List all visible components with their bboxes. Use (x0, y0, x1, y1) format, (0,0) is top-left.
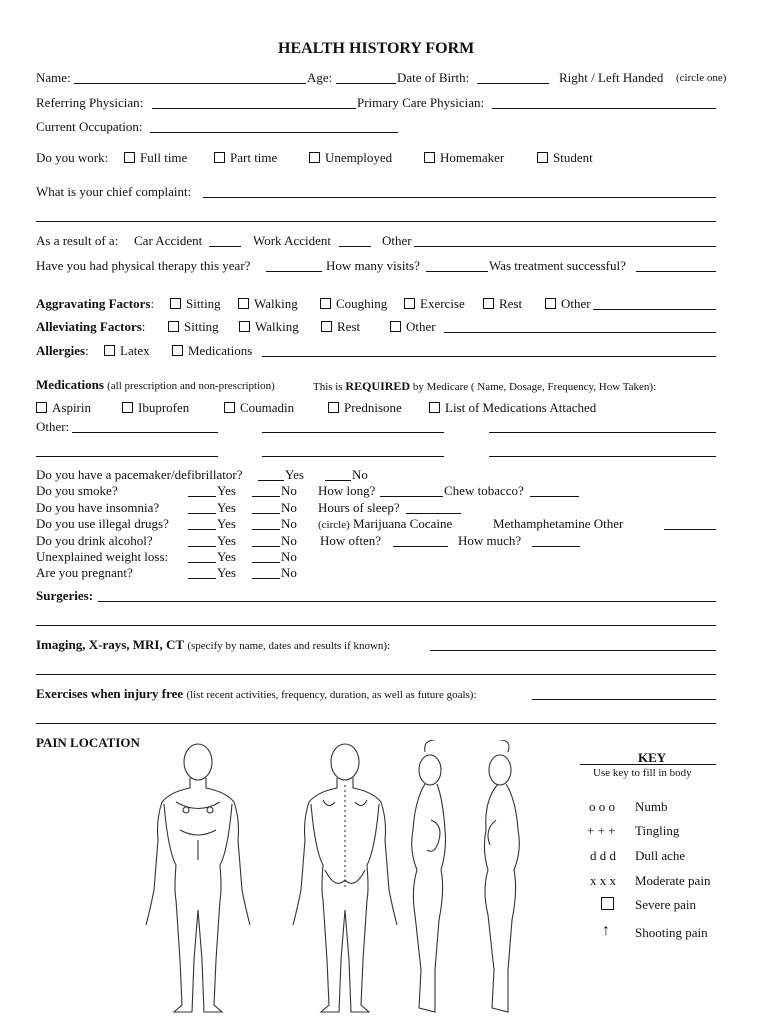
work-student-checkbox[interactable]: Student (537, 150, 593, 166)
allev-rest-checkbox[interactable]: Rest (321, 319, 360, 335)
key-dull-ache-label: Dull ache (635, 848, 686, 863)
exercises-field[interactable] (532, 699, 716, 700)
how-long-label: How long? (318, 483, 376, 498)
car-accident-label: Car Accident (134, 233, 203, 248)
no-label-row-0: No (281, 483, 297, 498)
aggr-exercise-checkbox[interactable]: Exercise (404, 296, 465, 312)
no-field-row-0[interactable] (252, 496, 280, 497)
pacemaker-question: Do you have a pacemaker/defibrillator? (36, 467, 243, 482)
key-dull-ache-symbol: d d d (590, 848, 616, 863)
aggr-other-field[interactable] (593, 309, 716, 310)
form-title: HEALTH HISTORY FORM (278, 40, 475, 57)
key-numb-label: Numb (635, 799, 668, 814)
age-field[interactable] (336, 83, 396, 84)
alleviating-label: Alleviating Factors: (36, 319, 146, 334)
drug-types[interactable]: (circle) Marijuana Cocaine (318, 516, 453, 531)
surgeries-field[interactable] (98, 601, 716, 602)
med-other-field-1[interactable] (72, 432, 218, 433)
yes-field-row-4[interactable] (188, 562, 216, 563)
aggr-rest-checkbox[interactable]: Rest (483, 296, 522, 312)
car-accident-field[interactable] (209, 246, 241, 247)
med-aspirin-checkbox[interactable]: Aspirin (36, 400, 91, 416)
alcohol-question: Do you drink alcohol? (36, 533, 153, 548)
name-field[interactable] (74, 83, 306, 84)
referring-physician-field[interactable] (152, 108, 356, 109)
allev-sitting-checkbox[interactable]: Sitting (168, 319, 219, 335)
med-other-field-5[interactable] (262, 456, 444, 457)
no-field-row-2[interactable] (252, 529, 280, 530)
weight-question: Unexplained weight loss: (36, 549, 169, 564)
age-label: Age: (307, 70, 333, 85)
smoke-question: Do you smoke? (36, 483, 118, 498)
yes-field-row-3[interactable] (188, 546, 216, 547)
surgeries-label: Surgeries: (36, 588, 94, 603)
other-accident-label: Other (382, 233, 412, 248)
no-label-row-5: No (281, 565, 297, 580)
allergy-medications-checkbox[interactable]: Medications (172, 343, 252, 359)
drug-types-2[interactable]: Methamphetamine Other (493, 516, 624, 531)
allev-walking-checkbox[interactable]: Walking (239, 319, 299, 335)
body-side-view-left (412, 740, 446, 1012)
yes-label-row-4: Yes (217, 549, 236, 564)
medicare-required-note: This is REQUIRED by Medicare ( Name, Dosage, Frequency, How Taken): (313, 379, 657, 393)
dob-field[interactable] (477, 83, 549, 84)
med-other-field-4[interactable] (36, 456, 218, 457)
occupation-label: Current Occupation: (36, 119, 143, 134)
allergy-latex-checkbox[interactable]: Latex (104, 343, 150, 359)
visits-field[interactable] (426, 271, 488, 272)
key-severe-square-icon (601, 897, 614, 910)
key-severe-label: Severe pain (635, 897, 697, 912)
med-other-field-2[interactable] (262, 432, 444, 433)
result-label: As a result of a: (36, 233, 119, 248)
aggr-walking-checkbox[interactable]: Walking (238, 296, 298, 312)
key-tingling-symbol: + + + (587, 823, 616, 838)
yes-field-row-5[interactable] (188, 578, 216, 579)
occupation-field[interactable] (150, 132, 398, 133)
allev-other-checkbox[interactable]: Other (390, 319, 436, 335)
work-unemployed-checkbox[interactable]: Unemployed (309, 150, 392, 166)
no-field-row-3[interactable] (252, 546, 280, 547)
med-other-label: Other: (36, 419, 70, 434)
med-prednisone-checkbox[interactable]: Prednisone (328, 400, 402, 416)
handed-note: (circle one) (676, 72, 727, 84)
chew-tobacco-label: Chew tobacco? (444, 483, 524, 498)
handed-label[interactable]: Right / Left Handed (559, 70, 664, 85)
key-tingling-label: Tingling (635, 823, 680, 838)
no-label-row-1: No (281, 500, 297, 515)
body-front-view (146, 744, 250, 1012)
yes-label-row-1: Yes (217, 500, 236, 515)
key-shooting-arrow-icon: ↑ (602, 922, 610, 939)
yes-field-row-2[interactable] (188, 529, 216, 530)
yes-field-row-0[interactable] (188, 496, 216, 497)
no-label-row-2: No (281, 516, 297, 531)
how-often-field[interactable] (393, 546, 448, 547)
key-subtitle: Use key to fill in body (593, 767, 692, 779)
pt-question: Have you had physical therapy this year? (36, 258, 251, 273)
allev-other-field[interactable] (444, 332, 716, 333)
medications-header: Medications (all prescription and non-prescription) (36, 377, 275, 392)
how-long-field[interactable] (380, 496, 443, 497)
other-accident-field[interactable] (414, 246, 716, 247)
work-accident-label: Work Accident (253, 233, 332, 248)
primary-physician-field[interactable] (492, 108, 716, 109)
allergy-medications-field[interactable] (262, 356, 716, 357)
dob-label: Date of Birth: (397, 70, 470, 85)
work-homemaker-checkbox[interactable]: Homemaker (424, 150, 504, 166)
work-fulltime-checkbox[interactable]: Full time (124, 150, 187, 166)
chew-tobacco-field[interactable] (530, 496, 579, 497)
imaging-field[interactable] (430, 650, 716, 651)
complaint-field-2[interactable] (36, 221, 716, 222)
hours-sleep-label: Hours of sleep? (318, 500, 400, 515)
pregnant-question: Are you pregnant? (36, 565, 133, 580)
key-moderate-symbol: x x x (590, 873, 616, 888)
complaint-field[interactable] (203, 197, 716, 198)
aggr-other-checkbox[interactable]: Other (545, 296, 591, 312)
exercises-field-2[interactable] (36, 723, 716, 724)
allergies-label: Allergies: (36, 343, 89, 358)
complaint-label: What is your chief complaint: (36, 184, 192, 199)
how-much-field[interactable] (532, 546, 580, 547)
treatment-question: Was treatment successful? (489, 258, 626, 273)
pain-location-heading: PAIN LOCATION (36, 735, 140, 750)
drugs-question: Do you use illegal drugs? (36, 516, 169, 531)
key-moderate-label: Moderate pain (635, 873, 711, 888)
med-coumadin-checkbox[interactable]: Coumadin (224, 400, 294, 416)
insomnia-question: Do you have insomnia? (36, 500, 160, 515)
primary-physician-label: Primary Care Physician: (357, 95, 485, 110)
drug-other-field[interactable] (664, 529, 716, 530)
pacemaker-yes-label: Yes (285, 467, 304, 482)
aggr-sitting-checkbox[interactable]: Sitting (170, 296, 221, 312)
key-numb-symbol: o o o (589, 799, 615, 814)
aggr-coughing-checkbox[interactable]: Coughing (320, 296, 387, 312)
aggravating-label: Aggravating Factors: (36, 296, 155, 311)
how-often-label: How often? (320, 533, 382, 548)
body-side-view-right (484, 740, 519, 1012)
yes-label-row-5: Yes (217, 565, 236, 580)
yes-label-row-3: Yes (217, 533, 236, 548)
imaging-field-2[interactable] (36, 674, 716, 675)
body-back-view (293, 744, 397, 1012)
med-list-attached-checkbox[interactable]: List of Medications Attached (429, 400, 596, 416)
how-much-label: How much? (458, 533, 522, 548)
imaging-label: Imaging, X-rays, MRI, CT (specify by name, dates and results if known): (36, 637, 391, 652)
treatment-field[interactable] (636, 271, 716, 272)
visits-question: How many visits? (326, 258, 420, 273)
key-title: KEY (638, 750, 667, 765)
key-shooting-label: Shooting pain (635, 925, 708, 940)
work-accident-field[interactable] (339, 246, 371, 247)
work-label: Do you work: (36, 150, 109, 165)
no-field-row-1[interactable] (252, 513, 280, 514)
med-other-field-3[interactable] (489, 432, 716, 433)
yes-label-row-0: Yes (217, 483, 236, 498)
pacemaker-yes-field[interactable] (258, 480, 284, 481)
yes-field-row-1[interactable] (188, 513, 216, 514)
work-parttime-checkbox[interactable]: Part time (214, 150, 277, 166)
pacemaker-no-label: No (352, 467, 368, 482)
no-label-row-3: No (281, 533, 297, 548)
no-field-row-4[interactable] (252, 562, 280, 563)
exercises-label: Exercises when injury free (list recent activities, frequency, duration, as well as future goals): (36, 686, 477, 701)
yes-label-row-2: Yes (217, 516, 236, 531)
body-diagrams[interactable] (140, 740, 560, 1020)
surgeries-field-2[interactable] (36, 625, 716, 626)
name-label: Name: (36, 70, 71, 85)
med-ibuprofen-checkbox[interactable]: Ibuprofen (122, 400, 189, 416)
referring-physician-label: Referring Physician: (36, 95, 144, 110)
no-field-row-5[interactable] (252, 578, 280, 579)
no-label-row-4: No (281, 549, 297, 564)
med-other-field-6[interactable] (489, 456, 716, 457)
pacemaker-no-field[interactable] (325, 480, 351, 481)
hours-sleep-field[interactable] (406, 513, 461, 514)
pt-field[interactable] (266, 271, 322, 272)
